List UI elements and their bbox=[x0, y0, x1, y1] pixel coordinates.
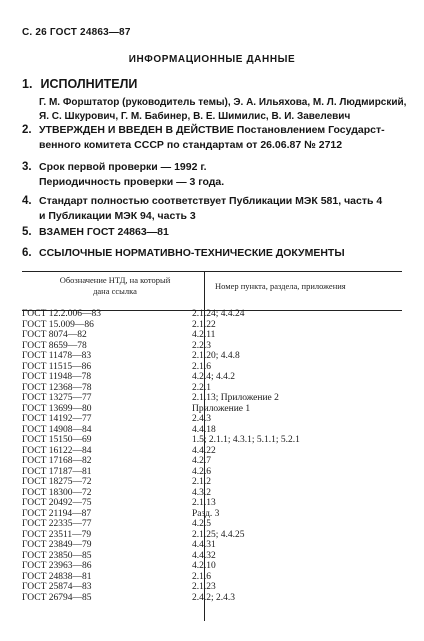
clause-number: 4.4.31 bbox=[192, 540, 216, 550]
text-line: ССЫЛОЧНЫЕ НОРМАТИВНО-ТЕХНИЧЕСКИЕ ДОКУМЕНТЫ bbox=[39, 247, 345, 259]
clause-number: 4.2.11 bbox=[192, 330, 216, 340]
table-row bbox=[22, 582, 402, 593]
clause-number: 4.4.32 bbox=[192, 550, 216, 561]
table-row bbox=[22, 393, 402, 404]
clause-number: Приложение 1 bbox=[192, 403, 251, 414]
clause-number: 4.2.6 bbox=[192, 466, 211, 477]
header-line: дана ссылка bbox=[93, 286, 137, 296]
clause-number: 2.1.13 bbox=[192, 498, 216, 508]
text-line: Срок первой проверки — 1992 г. bbox=[39, 161, 207, 173]
table-row bbox=[22, 414, 402, 425]
section-number: 1. bbox=[22, 77, 33, 91]
section-4-text bbox=[39, 194, 382, 224]
table-row bbox=[22, 372, 402, 383]
table-body bbox=[22, 309, 402, 603]
text-line: венного комитета СССР по стандартам от 26.06.87 № 2712 bbox=[39, 139, 343, 151]
clause-number: 4.4.22 bbox=[192, 445, 216, 456]
clause-number: 4.2.4; 4.4.2 bbox=[192, 372, 236, 382]
ntd-designation: ГОСТ 15150—69 bbox=[22, 435, 92, 445]
running-head: С. 26 ГОСТ 24863—87 bbox=[22, 27, 131, 38]
ntd-designation: ГОСТ 25874—83 bbox=[22, 582, 92, 592]
clause-number: 2.1.25; 4.4.25 bbox=[192, 529, 245, 540]
ntd-designation: ГОСТ 13699—80 bbox=[22, 403, 92, 414]
table-row bbox=[22, 530, 402, 541]
ntd-designation: ГОСТ 23850—85 bbox=[22, 550, 92, 561]
ntd-designation: ГОСТ 18275—72 bbox=[22, 477, 92, 487]
ntd-designation: ГОСТ 23849—79 bbox=[22, 540, 92, 550]
section-number: 5. bbox=[22, 226, 32, 238]
section-5-text bbox=[39, 225, 169, 240]
clause-number: 4.4.18 bbox=[192, 424, 216, 435]
table-row bbox=[22, 551, 402, 562]
clause-number: 2.1.20; 4.4.8 bbox=[192, 351, 240, 361]
ntd-designation: ГОСТ 15.009—86 bbox=[22, 319, 94, 330]
table-row bbox=[22, 351, 402, 362]
page-title: ИНФОРМАЦИОННЫЕ ДАННЫЕ bbox=[128, 54, 296, 65]
ntd-designation: ГОСТ 13275—77 bbox=[22, 393, 92, 403]
ntd-designation: ГОСТ 26794—85 bbox=[22, 592, 92, 603]
clause-number: 4.3.2 bbox=[192, 487, 211, 498]
table-row bbox=[22, 383, 402, 394]
table-row bbox=[22, 593, 402, 604]
table-row bbox=[22, 509, 402, 520]
table-row bbox=[22, 488, 402, 499]
table-row bbox=[22, 540, 402, 551]
clause-number: 2.2.1 bbox=[192, 382, 211, 393]
section-4 bbox=[22, 193, 37, 209]
ntd-designation: ГОСТ 23963—86 bbox=[22, 561, 92, 571]
section-1-text bbox=[39, 96, 406, 124]
clause-number: 1.5; 2.1.1; 4.3.1; 5.1.1; 5.2.1 bbox=[192, 435, 300, 445]
clause-number: 2.1.13; Приложение 2 bbox=[192, 393, 279, 403]
table-row bbox=[22, 341, 402, 352]
ntd-designation: ГОСТ 14192—77 bbox=[22, 414, 92, 424]
section-6 bbox=[22, 245, 37, 261]
table-row bbox=[22, 425, 402, 436]
table-row bbox=[22, 456, 402, 467]
clause-number: 2.1.22 bbox=[192, 319, 216, 330]
clause-number: 2.1.2 bbox=[192, 477, 211, 487]
clause-number: 2.2.3 bbox=[192, 340, 211, 351]
table-row bbox=[22, 477, 402, 488]
table-row bbox=[22, 362, 402, 373]
text-line: ВЗАМЕН ГОСТ 24863—81 bbox=[39, 226, 169, 238]
ntd-designation: ГОСТ 24838—81 bbox=[22, 571, 92, 582]
header-clause-number: Номер пункта, раздела, приложения bbox=[215, 281, 346, 291]
ntd-designation: ГОСТ 20492—75 bbox=[22, 498, 92, 508]
text-line: Стандарт полностью соответствует Публикации МЭК 581, часть 4 bbox=[39, 195, 383, 207]
ntd-designation: ГОСТ 11515—86 bbox=[22, 361, 92, 372]
table-row bbox=[22, 404, 402, 415]
ntd-designation: ГОСТ 23511—79 bbox=[22, 529, 92, 540]
table-row bbox=[22, 320, 402, 331]
clause-number: 4.2.5 bbox=[192, 519, 211, 529]
table-row bbox=[22, 561, 402, 572]
ntd-designation: ГОСТ 16122—84 bbox=[22, 445, 92, 456]
table-row bbox=[22, 519, 402, 530]
table-row bbox=[22, 435, 402, 446]
header-line: Обозначение НТД, на который bbox=[59, 275, 171, 285]
text-line: и Публикации МЭК 94, часть 3 bbox=[39, 210, 196, 222]
table-row bbox=[22, 446, 402, 457]
section-6-text bbox=[39, 246, 345, 261]
section-2-text bbox=[39, 123, 385, 153]
clause-number: 2.1.24; 4.4.24 bbox=[192, 309, 245, 319]
section-1-heading bbox=[22, 76, 137, 92]
ntd-designation: ГОСТ 22335—77 bbox=[22, 519, 92, 529]
section-3 bbox=[22, 159, 37, 175]
section-number: 2. bbox=[22, 124, 32, 136]
ntd-designation: ГОСТ 11478—83 bbox=[22, 351, 92, 361]
clause-number: 4.2.10 bbox=[192, 561, 216, 571]
clause-number: 2.4.3 bbox=[192, 414, 211, 424]
clause-number: 2.1.6 bbox=[192, 571, 211, 582]
table-row bbox=[22, 309, 402, 320]
table-row bbox=[22, 572, 402, 583]
section-title: ИСПОЛНИТЕЛИ bbox=[40, 77, 138, 91]
ntd-designation: ГОСТ 8659—78 bbox=[22, 340, 87, 351]
section-2 bbox=[22, 122, 37, 138]
clause-number: 2.1.6 bbox=[192, 361, 211, 372]
section-5 bbox=[22, 224, 37, 240]
clause-number: Разд. 3 bbox=[192, 508, 220, 519]
section-number: 6. bbox=[22, 247, 32, 259]
clause-number: 2.4.2; 2.4.3 bbox=[192, 592, 236, 603]
ntd-designation: ГОСТ 11948—78 bbox=[22, 372, 92, 382]
ntd-designation: ГОСТ 8074—82 bbox=[22, 330, 87, 340]
table-row bbox=[22, 498, 402, 509]
section-3-text bbox=[39, 160, 224, 190]
header-ntd-designation bbox=[40, 275, 190, 297]
ntd-designation: ГОСТ 14908—84 bbox=[22, 424, 92, 435]
ntd-designation: ГОСТ 17187—81 bbox=[22, 466, 92, 477]
ntd-designation: ГОСТ 18300—72 bbox=[22, 487, 92, 498]
text-line: Я. С. Шкурович, Г. М. Бабинер, В. Е. Шимилис, В. И. Завелевич bbox=[39, 111, 351, 122]
text-line: Периодичность проверки — 3 года. bbox=[39, 176, 225, 188]
ntd-designation: ГОСТ 17168—82 bbox=[22, 456, 92, 466]
ntd-designation: ГОСТ 12368—78 bbox=[22, 382, 92, 393]
section-number: 4. bbox=[22, 195, 32, 207]
clause-number: 2.1.23 bbox=[192, 582, 216, 592]
text-line: УТВЕРЖДЕН И ВВЕДЕН В ДЕЙСТВИЕ Постановлением Государст- bbox=[39, 124, 385, 136]
ntd-designation: ГОСТ 21194—87 bbox=[22, 508, 92, 519]
table-row bbox=[22, 467, 402, 478]
text-line: Г. М. Форштатор (руководитель темы), Э. А. Ильяхова, М. Л. Людмирский, bbox=[39, 97, 407, 108]
table-row bbox=[22, 330, 402, 341]
ntd-designation: ГОСТ 12.2.006—83 bbox=[22, 309, 101, 319]
clause-number: 4.2.7 bbox=[192, 456, 211, 466]
section-number: 3. bbox=[22, 161, 32, 173]
